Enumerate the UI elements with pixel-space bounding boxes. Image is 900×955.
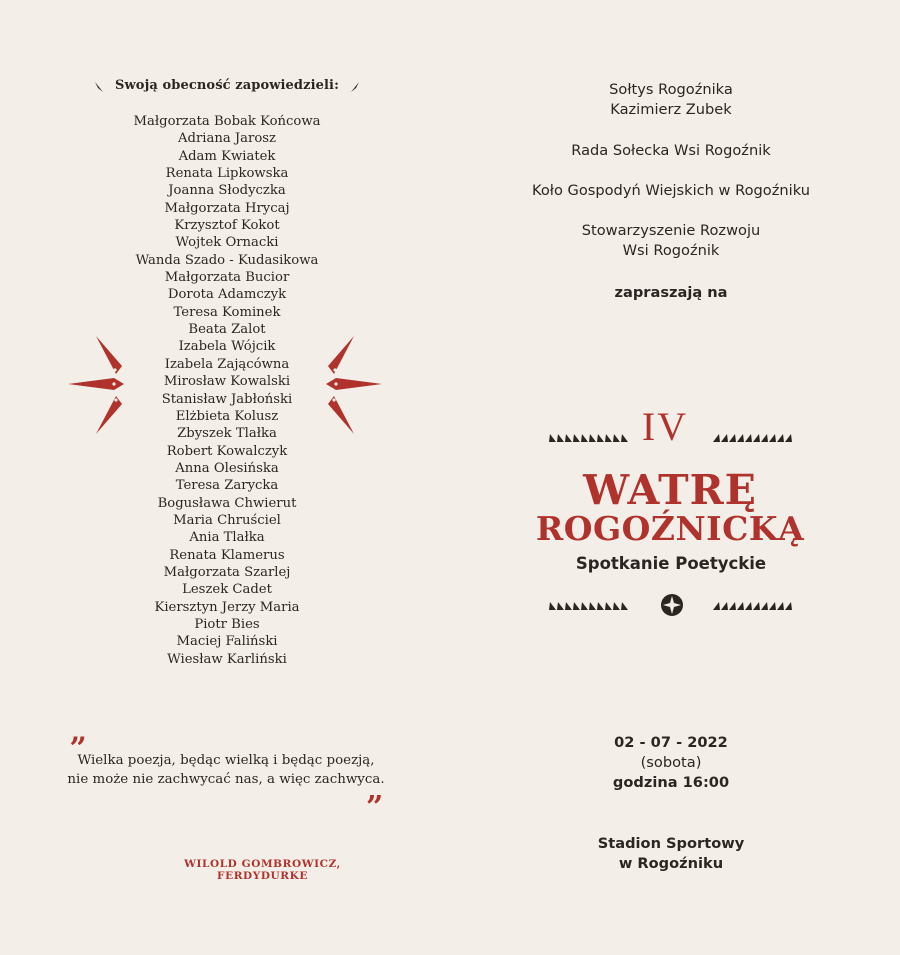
guest-name: Izabela Wójcik — [178, 339, 276, 355]
guest-name: Beata Zalot — [188, 322, 266, 338]
guest-name: Leszek Cadet — [182, 582, 272, 598]
guest-name: Małgorzata Bobak Końcowa — [133, 114, 321, 129]
guest-list-header — [92, 78, 362, 98]
event-day: (sobota) — [640, 754, 702, 771]
guest-name: Renata Klamerus — [169, 547, 285, 563]
rosette-icon — [660, 593, 684, 617]
guest-list-title: Swoją obecność zapowiedzieli: — [115, 78, 339, 93]
event-date-block — [540, 733, 802, 793]
opening-quote-mark: „ — [70, 714, 88, 749]
guest-name: Stanisław Jabłoński — [161, 391, 293, 407]
pen-nib-cluster-icon — [322, 330, 382, 440]
guest-name: Wiesław Karliński — [167, 651, 287, 667]
organizer-council: Rada Sołecka Wsi Rogoźnik — [571, 142, 771, 159]
organizer-title: Sołtys Rogoźnika — [609, 81, 733, 98]
guest-name: Zbyszek Tlałka — [177, 426, 277, 442]
quote-author: WILOLD GOMBROWICZ, FERDYDURKE — [184, 858, 341, 882]
guest-name: Joanna Słodyczka — [168, 183, 286, 199]
guest-name: Dorota Adamczyk — [167, 287, 287, 303]
organizer-soltys — [505, 80, 837, 120]
guest-name: Małgorzata Szarlej — [163, 564, 291, 580]
ornament-right-icon — [713, 430, 795, 444]
guest-name: Kiersztyn Jerzy Maria — [154, 599, 300, 615]
guest-name: Ania Tlałka — [189, 530, 265, 546]
guest-name: Izabela Zającówna — [164, 356, 290, 372]
ornament-right-icon — [713, 598, 795, 612]
organizer-name: Kazimierz Zubek — [610, 101, 732, 118]
edition-number: IV — [641, 404, 689, 449]
ornament-left-icon — [548, 598, 630, 612]
guest-name: Maria Chruściel — [173, 512, 281, 528]
guest-name: Elżbieta Kolusz — [175, 408, 279, 424]
guest-name: Teresa Kominek — [173, 304, 281, 320]
venue-line: Stadion Sportowy — [597, 835, 745, 852]
guest-name: Małgorzata Hrycaj — [164, 200, 290, 216]
pen-nib-cluster-icon — [68, 330, 128, 440]
ornament-left-icon — [548, 430, 630, 444]
guest-name: Małgorzata Bucior — [164, 270, 290, 286]
quote-line: nie może nie zachwycać nas, a więc zachwyca. — [67, 772, 385, 787]
closing-quote-mark: ” — [366, 790, 384, 825]
guest-name: Anna Olesińska — [175, 460, 279, 476]
organizer-line: Stowarzyszenie Rozwoju — [581, 222, 761, 239]
corner-mark-icon — [350, 81, 360, 93]
guest-name: Maciej Faliński — [176, 634, 278, 650]
quote-text — [56, 751, 396, 789]
guest-name: Wanda Szado - Kudasikowa — [135, 252, 319, 268]
invite-text: zapraszają na — [614, 284, 728, 301]
guest-name: Krzysztof Kokot — [174, 218, 280, 234]
guest-name: Adam Kwiatek — [178, 148, 276, 164]
event-time: godzina 16:00 — [612, 774, 730, 791]
organizer-line: Wsi Rogoźnik — [622, 242, 720, 259]
quote-line: Wielka poezja, będąc wielką i będąc poezją, — [77, 753, 375, 768]
guest-name: Mirosław Kowalski — [163, 374, 291, 390]
event-title-line2: ROGOŹNICKĄ — [535, 509, 805, 548]
guest-name: Adriana Jarosz — [177, 131, 276, 147]
venue-line: w Rogoźniku — [618, 855, 724, 872]
event-venue — [540, 834, 802, 874]
event-title-line1: WATRĘ — [583, 466, 757, 514]
guest-list — [96, 113, 358, 668]
guest-name: Teresa Zarycka — [175, 478, 279, 494]
event-subtitle: Spotkanie Poetyckie — [575, 554, 767, 573]
organizer-association — [505, 221, 837, 261]
guest-name: Wojtek Ornacki — [175, 235, 279, 251]
event-date: 02 - 07 - 2022 — [614, 734, 728, 751]
guest-name: Piotr Bies — [194, 616, 260, 632]
guest-name: Bogusława Chwierut — [157, 495, 297, 511]
guest-name: Robert Kowalczyk — [166, 443, 288, 459]
guest-name: Renata Lipkowska — [165, 166, 289, 182]
organizer-kgw: Koło Gospodyń Wiejskich w Rogoźniku — [532, 182, 810, 199]
